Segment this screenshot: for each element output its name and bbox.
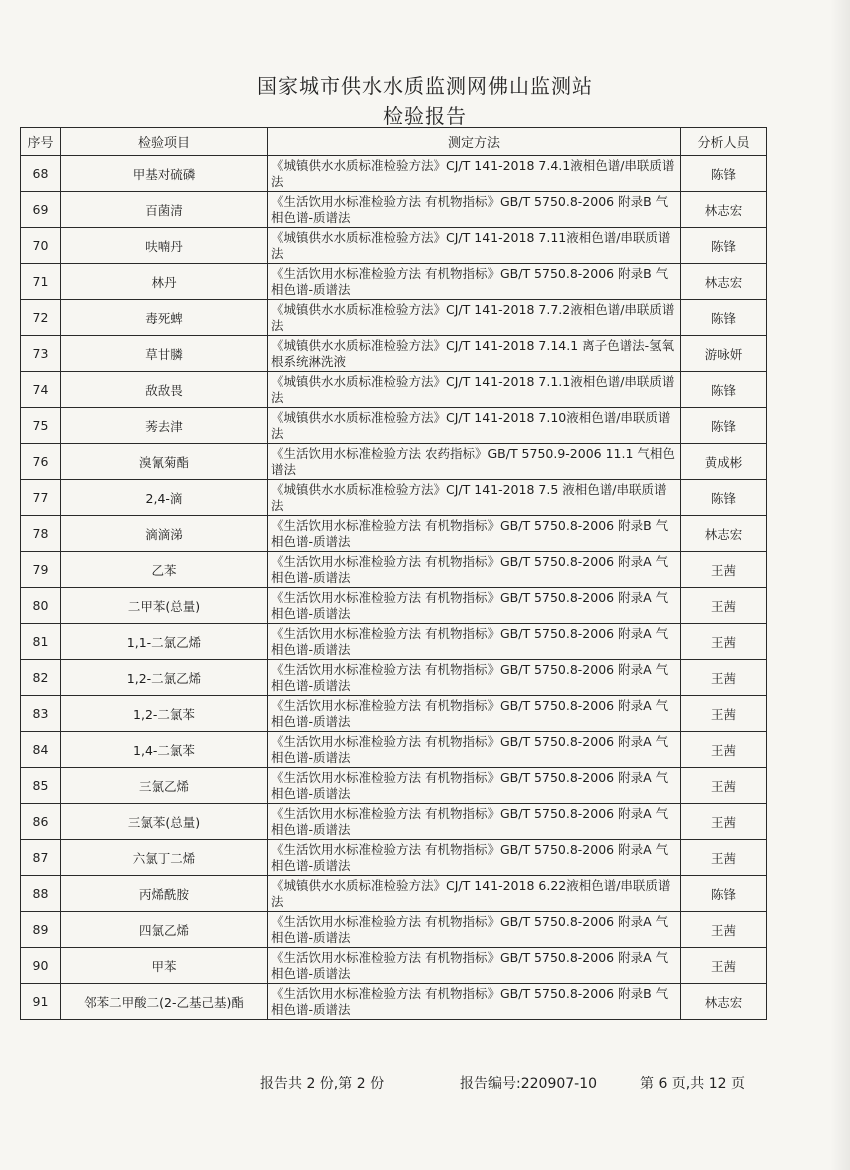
table-row xyxy=(21,480,767,516)
table-header-row xyxy=(21,128,767,156)
station-title: 国家城市供水水质监测网佛山监测站 xyxy=(257,74,593,98)
table-row xyxy=(21,192,767,228)
cell-test-item: 1,2-二氯乙烯 xyxy=(61,660,268,696)
cell-analyst: 陈锋 xyxy=(681,408,767,444)
cell-number: 68 xyxy=(21,156,61,192)
cell-test-method: 《生活饮用水标准检验方法 有机物指标》GB/T 5750.8-2006 附录A 气相色谱-质谱法 xyxy=(268,912,681,948)
cell-test-item: 三氯乙烯 xyxy=(61,768,268,804)
cell-number: 77 xyxy=(21,480,61,516)
cell-number: 88 xyxy=(21,876,61,912)
cell-analyst: 王茜 xyxy=(681,660,767,696)
cell-test-item: 1,1-二氯乙烯 xyxy=(61,624,268,660)
cell-test-method: 《生活饮用水标准检验方法 有机物指标》GB/T 5750.8-2006 附录A 气相色谱-质谱法 xyxy=(268,552,681,588)
cell-analyst: 黄成彬 xyxy=(681,444,767,480)
cell-analyst: 游咏妍 xyxy=(681,336,767,372)
cell-test-method: 《城镇供水水质标准检验方法》CJ/T 141-2018 7.7.2液相色谱/串联质谱法 xyxy=(268,300,681,336)
cell-analyst: 林志宏 xyxy=(681,264,767,300)
cell-analyst: 陈锋 xyxy=(681,228,767,264)
cell-number: 87 xyxy=(21,840,61,876)
table-row xyxy=(21,444,767,480)
cell-test-item: 四氯乙烯 xyxy=(61,912,268,948)
cell-number: 76 xyxy=(21,444,61,480)
cell-test-item: 乙苯 xyxy=(61,552,268,588)
cell-test-method: 《生活饮用水标准检验方法 有机物指标》GB/T 5750.8-2006 附录A 气相色谱-质谱法 xyxy=(268,588,681,624)
cell-test-item: 丙烯酰胺 xyxy=(61,876,268,912)
cell-test-method: 《生活饮用水标准检验方法 有机物指标》GB/T 5750.8-2006 附录B 气相色谱-质谱法 xyxy=(268,264,681,300)
cell-test-method: 《城镇供水水质标准检验方法》CJ/T 141-2018 6.22液相色谱/串联质谱法 xyxy=(268,876,681,912)
cell-analyst: 王茜 xyxy=(681,552,767,588)
cell-analyst: 林志宏 xyxy=(681,192,767,228)
cell-test-item: 毒死蜱 xyxy=(61,300,268,336)
cell-number: 82 xyxy=(21,660,61,696)
cell-test-method: 《生活饮用水标准检验方法 农药指标》GB/T 5750.9-2006 11.1 气相色谱法 xyxy=(268,444,681,480)
cell-test-item: 1,4-二氯苯 xyxy=(61,732,268,768)
cell-analyst: 陈锋 xyxy=(681,876,767,912)
table-row xyxy=(21,876,767,912)
cell-analyst: 陈锋 xyxy=(681,300,767,336)
cell-test-item: 百菌清 xyxy=(61,192,268,228)
table-row xyxy=(21,264,767,300)
column-header-no: 序号 xyxy=(21,128,61,156)
cell-test-item: 林丹 xyxy=(61,264,268,300)
report-title: 检验报告 xyxy=(383,104,467,128)
cell-analyst: 王茜 xyxy=(681,588,767,624)
cell-test-item: 莠去津 xyxy=(61,408,268,444)
cell-analyst: 陈锋 xyxy=(681,480,767,516)
cell-analyst: 王茜 xyxy=(681,840,767,876)
table-row xyxy=(21,228,767,264)
cell-analyst: 陈锋 xyxy=(681,372,767,408)
cell-number: 72 xyxy=(21,300,61,336)
cell-test-method: 《生活饮用水标准检验方法 有机物指标》GB/T 5750.8-2006 附录B 气相色谱-质谱法 xyxy=(268,192,681,228)
cell-test-method: 《城镇供水水质标准检验方法》CJ/T 141-2018 7.11液相色谱/串联质谱法 xyxy=(268,228,681,264)
cell-test-item: 草甘膦 xyxy=(61,336,268,372)
cell-test-method: 《生活饮用水标准检验方法 有机物指标》GB/T 5750.8-2006 附录A 气相色谱-质谱法 xyxy=(268,768,681,804)
cell-analyst: 林志宏 xyxy=(681,516,767,552)
column-header-item: 检验项目 xyxy=(61,128,268,156)
cell-number: 83 xyxy=(21,696,61,732)
report-number: 报告编号:220907-10 xyxy=(460,1076,598,1092)
table-row xyxy=(21,588,767,624)
cell-analyst: 陈锋 xyxy=(681,156,767,192)
cell-test-item: 甲苯 xyxy=(61,948,268,984)
cell-test-item: 六氯丁二烯 xyxy=(61,840,268,876)
cell-analyst: 王茜 xyxy=(681,948,767,984)
cell-number: 73 xyxy=(21,336,61,372)
cell-number: 69 xyxy=(21,192,61,228)
table-row xyxy=(21,768,767,804)
cell-test-method: 《生活饮用水标准检验方法 有机物指标》GB/T 5750.8-2006 附录B 气相色谱-质谱法 xyxy=(268,516,681,552)
cell-test-method: 《城镇供水水质标准检验方法》CJ/T 141-2018 7.5 液相色谱/串联质谱法 xyxy=(268,480,681,516)
cell-test-method: 《生活饮用水标准检验方法 有机物指标》GB/T 5750.8-2006 附录A 气相色谱-质谱法 xyxy=(268,696,681,732)
inspection-table xyxy=(20,127,767,1020)
cell-test-item: 滴滴涕 xyxy=(61,516,268,552)
column-header-person: 分析人员 xyxy=(681,128,767,156)
cell-analyst: 王茜 xyxy=(681,732,767,768)
table-row xyxy=(21,300,767,336)
cell-analyst: 王茜 xyxy=(681,804,767,840)
table-row xyxy=(21,372,767,408)
table-row xyxy=(21,732,767,768)
cell-number: 70 xyxy=(21,228,61,264)
cell-number: 74 xyxy=(21,372,61,408)
cell-test-item: 甲基对硫磷 xyxy=(61,156,268,192)
cell-analyst: 王茜 xyxy=(681,912,767,948)
cell-number: 85 xyxy=(21,768,61,804)
table-row xyxy=(21,624,767,660)
cell-test-item: 呋喃丹 xyxy=(61,228,268,264)
cell-number: 78 xyxy=(21,516,61,552)
table-row xyxy=(21,660,767,696)
cell-analyst: 王茜 xyxy=(681,624,767,660)
cell-test-method: 《城镇供水水质标准检验方法》CJ/T 141-2018 7.1.1液相色谱/串联质谱法 xyxy=(268,372,681,408)
cell-test-method: 《城镇供水水质标准检验方法》CJ/T 141-2018 7.14.1 离子色谱法-氢氧根系统淋洗液 xyxy=(268,336,681,372)
cell-test-method: 《生活饮用水标准检验方法 有机物指标》GB/T 5750.8-2006 附录A 气相色谱-质谱法 xyxy=(268,804,681,840)
cell-test-item: 2,4-滴 xyxy=(61,480,268,516)
cell-number: 81 xyxy=(21,624,61,660)
cell-number: 91 xyxy=(21,984,61,1020)
cell-test-item: 邻苯二甲酸二(2-乙基己基)酯 xyxy=(61,984,268,1020)
cell-test-method: 《生活饮用水标准检验方法 有机物指标》GB/T 5750.8-2006 附录A 气相色谱-质谱法 xyxy=(268,840,681,876)
cell-number: 89 xyxy=(21,912,61,948)
cell-analyst: 王茜 xyxy=(681,768,767,804)
table-row xyxy=(21,552,767,588)
cell-number: 90 xyxy=(21,948,61,984)
cell-test-method: 《生活饮用水标准检验方法 有机物指标》GB/T 5750.8-2006 附录B 气相色谱-质谱法 xyxy=(268,984,681,1020)
cell-test-item: 溴氰菊酯 xyxy=(61,444,268,480)
cell-test-method: 《生活饮用水标准检验方法 有机物指标》GB/T 5750.8-2006 附录A 气相色谱-质谱法 xyxy=(268,732,681,768)
page-number: 第 6 页,共 12 页 xyxy=(640,1076,745,1092)
table-row xyxy=(21,408,767,444)
cell-test-item: 敌敌畏 xyxy=(61,372,268,408)
cell-test-method: 《城镇供水水质标准检验方法》CJ/T 141-2018 7.10液相色谱/串联质谱法 xyxy=(268,408,681,444)
cell-number: 80 xyxy=(21,588,61,624)
table-row xyxy=(21,696,767,732)
cell-analyst: 林志宏 xyxy=(681,984,767,1020)
cell-test-method: 《城镇供水水质标准检验方法》CJ/T 141-2018 7.4.1液相色谱/串联质谱法 xyxy=(268,156,681,192)
cell-test-method: 《生活饮用水标准检验方法 有机物指标》GB/T 5750.8-2006 附录A 气相色谱-质谱法 xyxy=(268,660,681,696)
cell-number: 71 xyxy=(21,264,61,300)
cell-analyst: 王茜 xyxy=(681,696,767,732)
cell-test-method: 《生活饮用水标准检验方法 有机物指标》GB/T 5750.8-2006 附录A 气相色谱-质谱法 xyxy=(268,948,681,984)
cell-number: 86 xyxy=(21,804,61,840)
cell-number: 79 xyxy=(21,552,61,588)
table-row xyxy=(21,912,767,948)
table-body xyxy=(21,156,767,1020)
column-header-method: 测定方法 xyxy=(268,128,681,156)
table-row xyxy=(21,336,767,372)
cell-test-method: 《生活饮用水标准检验方法 有机物指标》GB/T 5750.8-2006 附录A 气相色谱-质谱法 xyxy=(268,624,681,660)
table-row xyxy=(21,984,767,1020)
table-row xyxy=(21,804,767,840)
page-edge-shadow xyxy=(830,0,850,1170)
cell-test-item: 三氯苯(总量) xyxy=(61,804,268,840)
table-row xyxy=(21,516,767,552)
table-row xyxy=(21,156,767,192)
cell-test-item: 二甲苯(总量) xyxy=(61,588,268,624)
cell-number: 84 xyxy=(21,732,61,768)
cell-test-item: 1,2-二氯苯 xyxy=(61,696,268,732)
table-row xyxy=(21,840,767,876)
table-row xyxy=(21,948,767,984)
cell-number: 75 xyxy=(21,408,61,444)
copies-info: 报告共 2 份,第 2 份 xyxy=(260,1076,385,1092)
